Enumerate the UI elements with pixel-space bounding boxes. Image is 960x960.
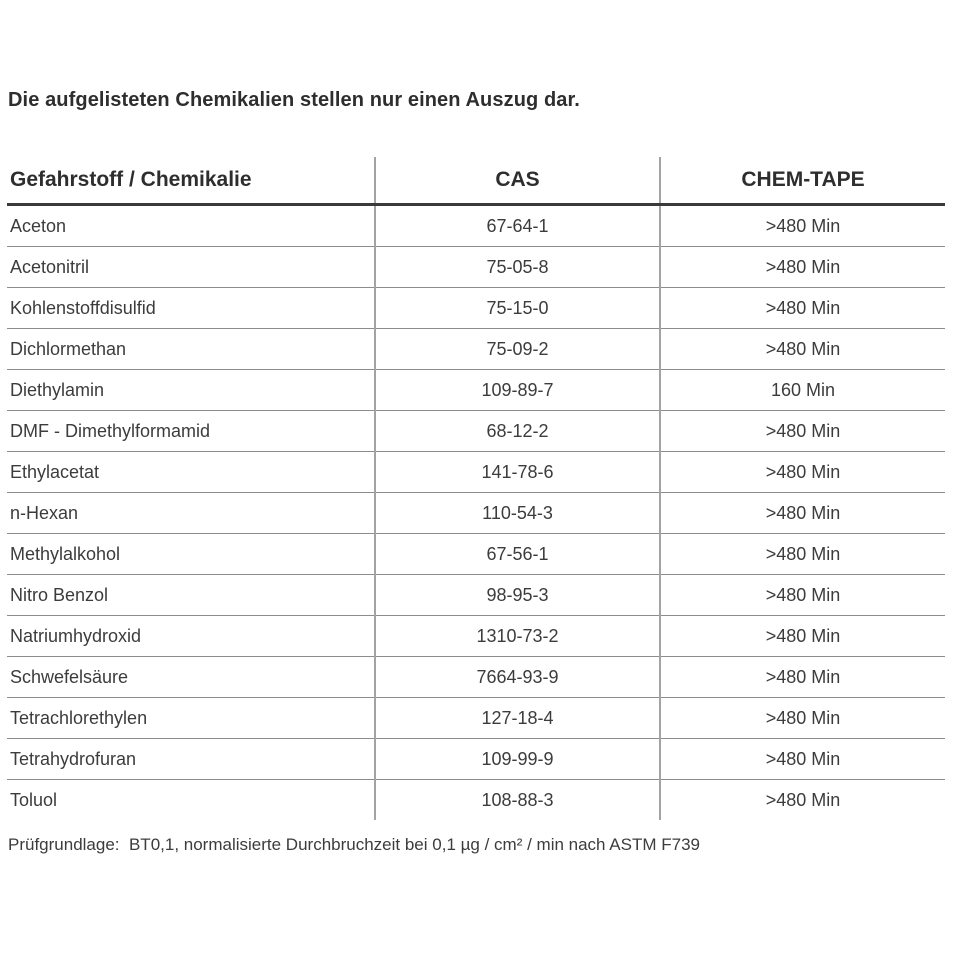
cas-number: 1310-73-2	[375, 616, 660, 657]
cas-number: 67-64-1	[375, 205, 660, 247]
chem-tape-value: >480 Min	[660, 534, 945, 575]
chemical-name: DMF - Dimethylformamid	[7, 411, 375, 452]
chemical-name: Diethylamin	[7, 370, 375, 411]
table-row	[7, 657, 945, 698]
chem-tape-value: >480 Min	[660, 247, 945, 288]
chemical-name: Tetrachlorethylen	[7, 698, 375, 739]
cas-number: 141-78-6	[375, 452, 660, 493]
table-body	[7, 205, 945, 821]
page-title: Die aufgelisteten Chemikalien stellen nur einen Auszug dar.	[8, 89, 580, 111]
chemical-name: Tetrahydrofuran	[7, 739, 375, 780]
cas-number: 108-88-3	[375, 780, 660, 821]
cas-number: 109-89-7	[375, 370, 660, 411]
cas-number: 67-56-1	[375, 534, 660, 575]
table-header	[7, 157, 945, 205]
chem-tape-value: >480 Min	[660, 452, 945, 493]
table-row	[7, 247, 945, 288]
cas-number: 75-09-2	[375, 329, 660, 370]
table-row	[7, 575, 945, 616]
chemical-name: n-Hexan	[7, 493, 375, 534]
table-row	[7, 411, 945, 452]
chem-tape-value: >480 Min	[660, 329, 945, 370]
chem-tape-value: 160 Min	[660, 370, 945, 411]
table-row	[7, 452, 945, 493]
cas-number: 75-15-0	[375, 288, 660, 329]
cas-number: 75-05-8	[375, 247, 660, 288]
column-header-cas: CAS	[375, 157, 660, 205]
chem-tape-value: >480 Min	[660, 493, 945, 534]
chemical-name: Toluol	[10, 789, 58, 810]
cas-number: 7664-93-9	[375, 657, 660, 698]
chemical-name: Kohlenstoffdisulfid	[7, 288, 375, 329]
table-row	[7, 780, 945, 821]
table-row	[7, 616, 945, 657]
chemical-name: Methylalkohol	[7, 534, 375, 575]
table-row	[7, 739, 945, 780]
table-row	[7, 698, 945, 739]
chem-tape-value: >480 Min	[660, 616, 945, 657]
table-row	[7, 329, 945, 370]
table-row	[7, 370, 945, 411]
cas-number: 127-18-4	[375, 698, 660, 739]
chem-tape-value: >480 Min	[660, 205, 945, 247]
chem-tape-value: >480 Min	[660, 575, 945, 616]
chem-tape-value: >480 Min	[660, 780, 945, 821]
chem-tape-value: >480 Min	[660, 288, 945, 329]
table-row	[7, 534, 945, 575]
cas-number: 68-12-2	[375, 411, 660, 452]
chemical-name: Natriumhydroxid	[7, 616, 375, 657]
footnote-test-basis: Prüfgrundlage: BT0,1, normalisierte Durchbruchzeit bei 0,1 µg / cm² / min nach ASTM F739	[8, 835, 700, 854]
chemical-name: Acetonitril	[7, 247, 375, 288]
chem-tape-value: >480 Min	[660, 411, 945, 452]
chem-tape-value: >480 Min	[660, 698, 945, 739]
chem-tape-value: >480 Min	[660, 657, 945, 698]
table-row	[7, 205, 945, 247]
column-header-chem-tape: CHEM-TAPE	[660, 157, 945, 205]
column-header-chemical: Gefahrstoff / Chemikalie	[7, 157, 375, 205]
cas-number: 110-54-3	[375, 493, 660, 534]
chem-tape-value: >480 Min	[660, 739, 945, 780]
table-row	[7, 493, 945, 534]
cas-number: 98-95-3	[375, 575, 660, 616]
chemical-resistance-table	[7, 157, 945, 820]
chemical-name: Ethylacetat	[7, 452, 375, 493]
header-row	[7, 157, 945, 205]
table-row	[7, 288, 945, 329]
chemical-name: Nitro Benzol	[7, 575, 375, 616]
cas-number: 109-99-9	[375, 739, 660, 780]
chemical-name: Schwefelsäure	[7, 657, 375, 698]
chemical-name: Dichlormethan	[7, 329, 375, 370]
chemical-name: Aceton	[7, 205, 375, 247]
